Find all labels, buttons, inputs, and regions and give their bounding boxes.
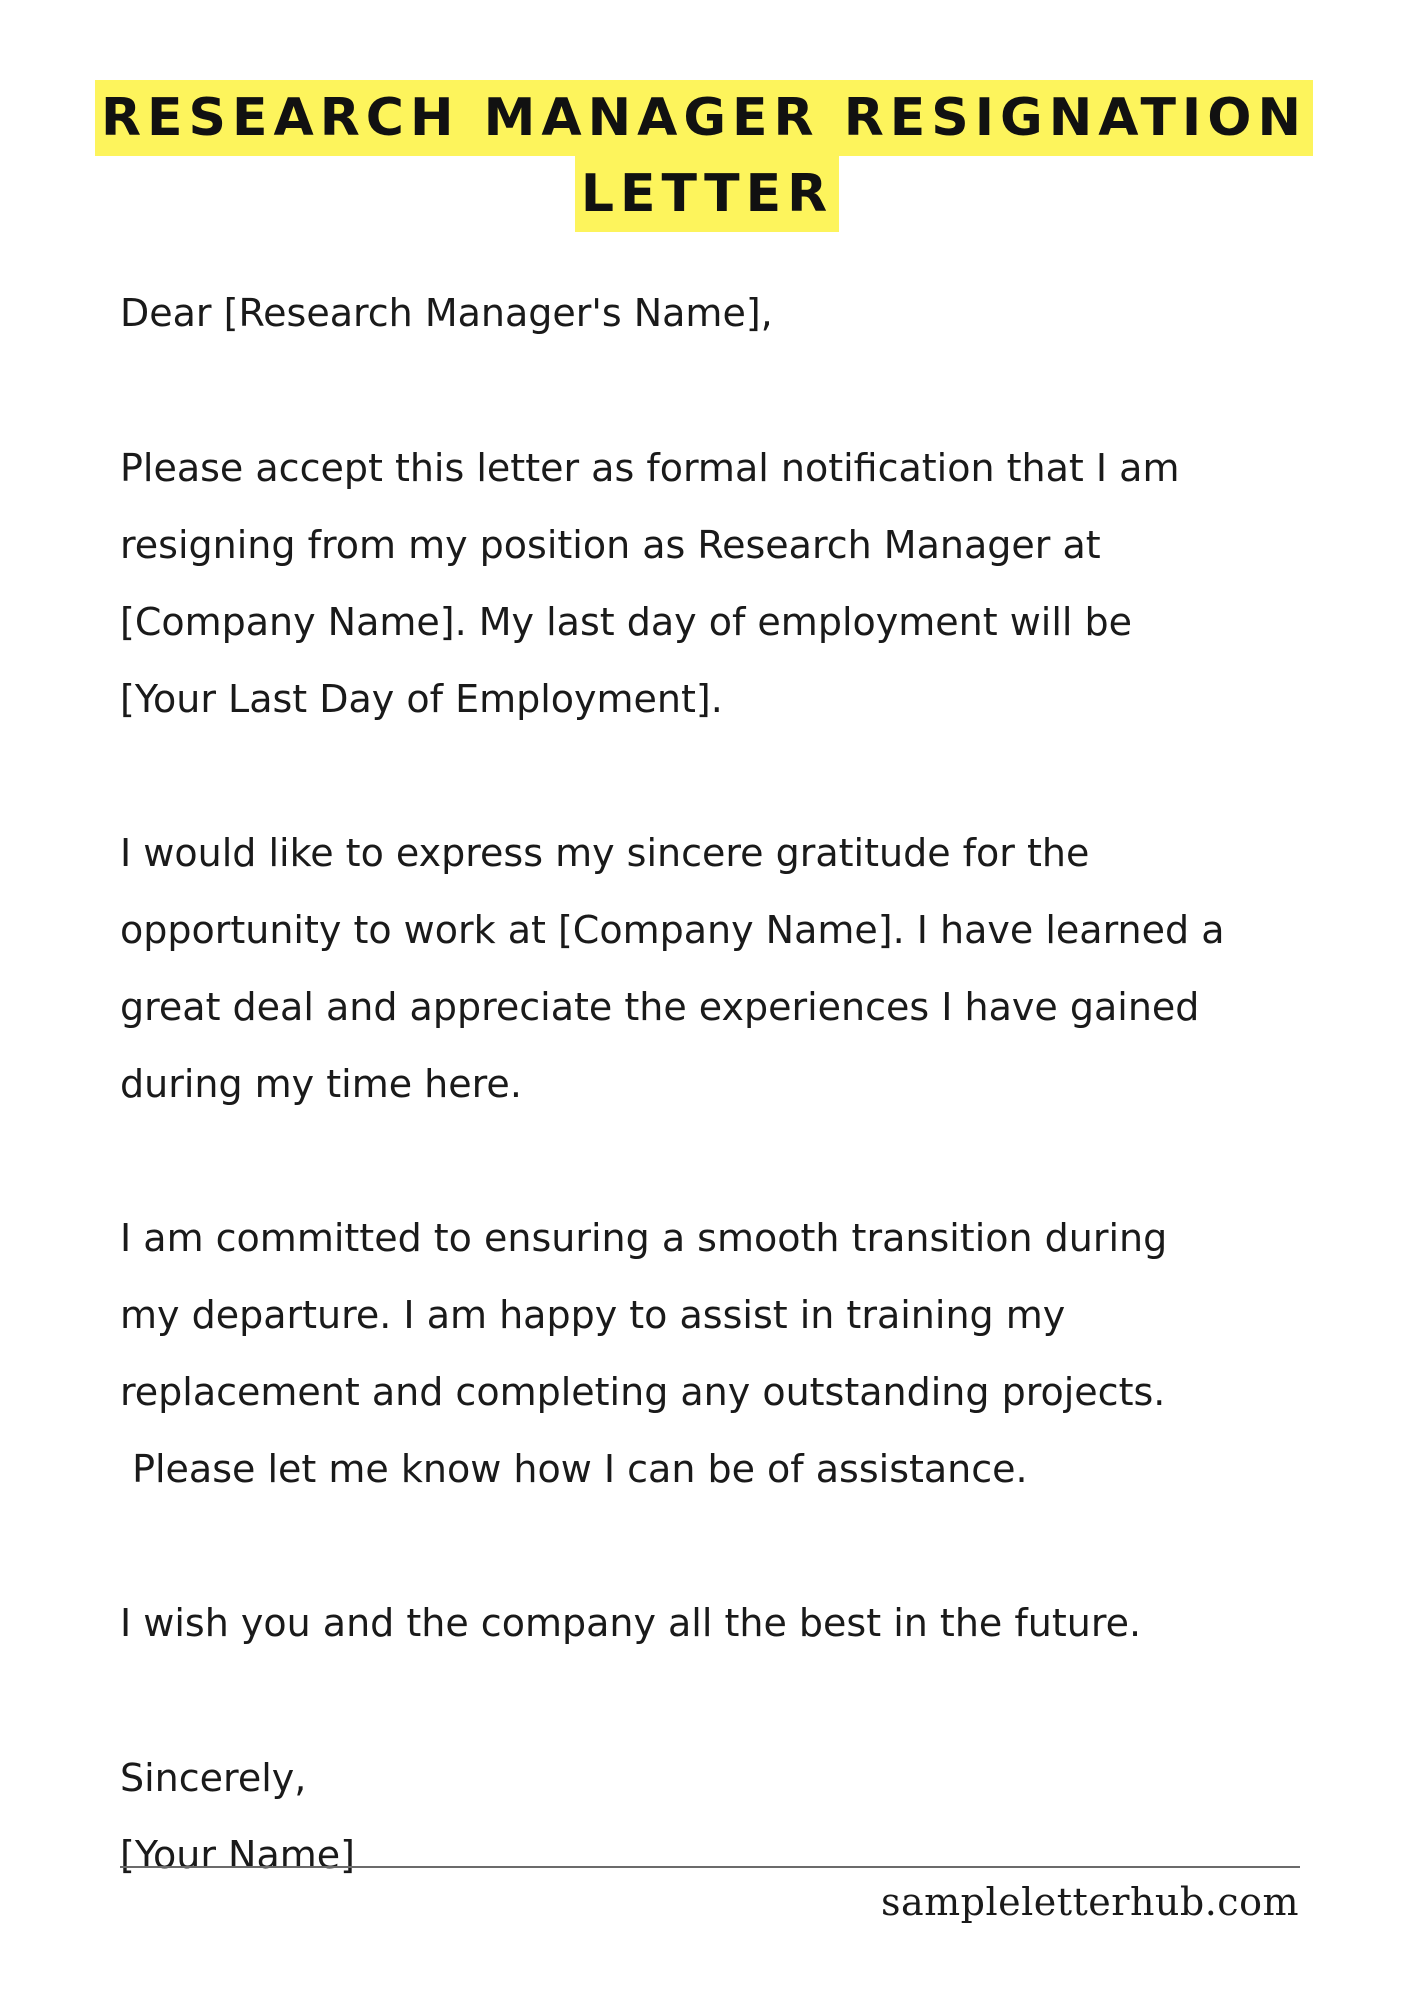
paragraph-gratitude	[120, 815, 1360, 1123]
title-line-1: RESEARCH MANAGER RESIGNATION	[95, 80, 1313, 156]
closing-text: Sincerely,	[120, 1756, 307, 1800]
paragraph-line: my departure. I am happy to assist in training my	[120, 1293, 1066, 1337]
title-line-2: LETTER	[575, 156, 839, 232]
footer-website: sampleletterhub.com	[880, 1880, 1299, 1924]
closing	[120, 1740, 1360, 1817]
salutation	[120, 275, 1360, 352]
signature-line	[120, 1866, 1300, 1868]
paragraph-line: opportunity to work at [Company Name]. I have learned a	[120, 908, 1225, 952]
paragraph-line: resigning from my position as Research Manager at	[120, 523, 1101, 567]
signature-text: [Your Name]	[120, 1833, 355, 1877]
paragraph-line: replacement and completing any outstanding projects.	[120, 1370, 1166, 1414]
paragraph-line: [Your Last Day of Employment].	[120, 677, 723, 721]
paragraph-line: I would like to express my sincere gratitude for the	[120, 831, 1090, 875]
salutation-text: Dear [Research Manager's Name],	[120, 291, 773, 335]
page-title	[0, 80, 1414, 232]
paragraph-line: during my time here.	[120, 1062, 522, 1106]
paragraph-transition	[120, 1200, 1360, 1508]
paragraph-line: Please let me know how I can be of assistance.	[120, 1447, 1028, 1491]
paragraph-line: great deal and appreciate the experiences I have gained	[120, 985, 1200, 1029]
paragraph-line: [Company Name]. My last day of employment will be	[120, 600, 1133, 644]
paragraph-notification	[120, 430, 1360, 738]
paragraph-line: I wish you and the company all the best in the future.	[120, 1601, 1142, 1645]
paragraph-line: I am committed to ensuring a smooth transition during	[120, 1216, 1168, 1260]
paragraph-line: Please accept this letter as formal notification that I am	[120, 446, 1180, 490]
paragraph-wishes	[120, 1585, 1360, 1662]
